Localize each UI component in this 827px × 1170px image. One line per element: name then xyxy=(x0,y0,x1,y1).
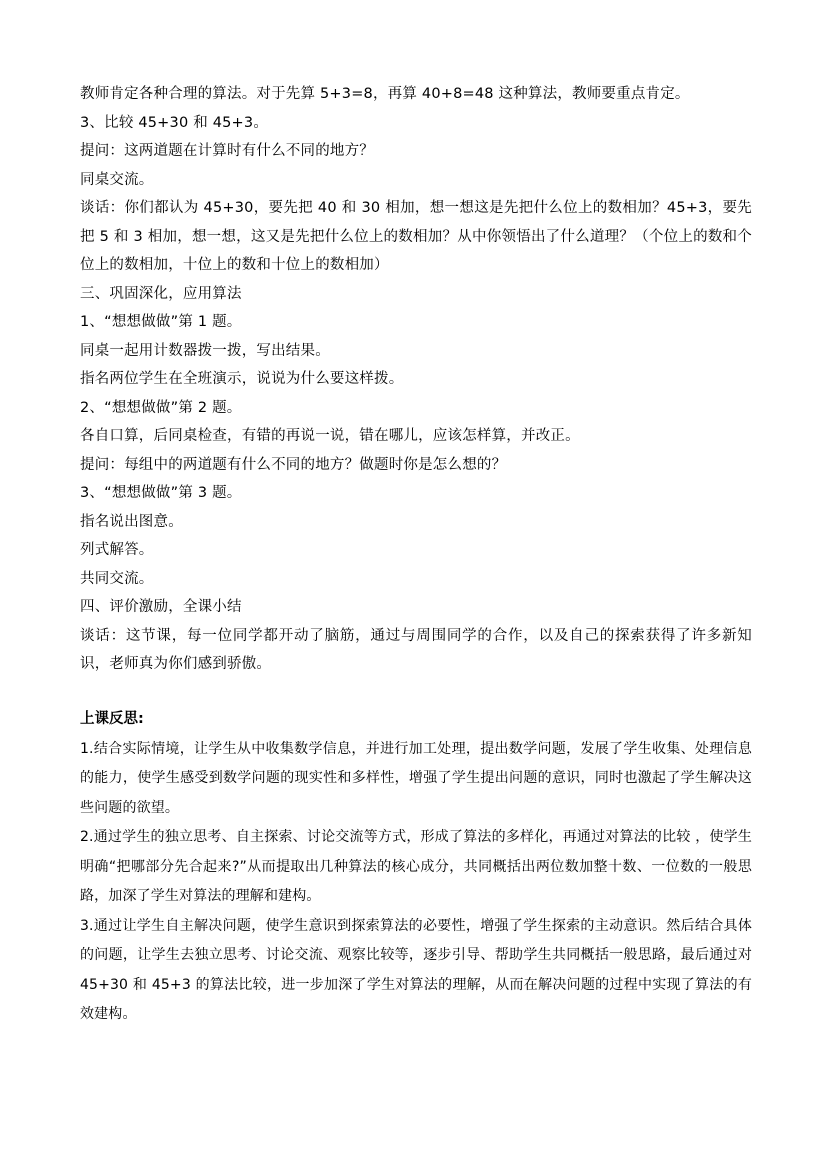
paragraph-mental-math: 各自口算，后同桌检查，有错的再说一说，错在哪儿，应该怎样算，并改正。 xyxy=(80,428,580,444)
paragraph-teacher-affirm: 教师肯定各种合理的算法。对于先算 5+3=8，再算 40+8=48 这种算法，教师要重点肯定。 xyxy=(80,86,690,102)
paragraph-desk-exchange-1: 同桌交流。 xyxy=(80,171,154,188)
spacer xyxy=(80,679,752,705)
paragraph-exercise-3: 3、“想想做做”第 3 题。 xyxy=(80,485,242,501)
paragraph-solve: 列式解答。 xyxy=(80,542,154,558)
reflection-item-3: 3.通过让学生自主解决问题，使学生意识到探索算法的必要性，增强了学生探索的主动意识。然后结合具体的问题，让学生去独立思考、讨论交流、观察比较等，逐步引导、帮助学生共同概括一般思路，最后通过对 45+30 和 45+3 的算法比较，进一步加深了学生对算法的理解，从而在解决问题的过程中实现了算法的有效建构。 xyxy=(80,917,752,1022)
paragraph-question-2: 提问：每组中的两道题有什么不同的地方？做题时你是怎么想的？ xyxy=(80,456,507,473)
paragraph-picture-meaning: 指名说出图意。 xyxy=(80,513,183,530)
reflection-item-1: 1.结合实际情境，让学生从中收集数学信息，并进行加工处理，提出数学问题，发展了学生收集、处理信息的能力，使学生感受到数学问题的现实性和多样性，增强了学生提出问题的意识，同时也激起了学生解决这些问题的欲望。 xyxy=(80,740,752,816)
paragraph-compare-heading: 3、比较 45+30 和 45+3。 xyxy=(80,114,269,131)
paragraph-demonstrate: 指名两位学生在全班演示，说说为什么要这样拨。 xyxy=(80,371,404,387)
reflection-item-2: 2.通过学生的独立思考、自主探索、讨论交流等方式，形成了算法的多样化，再通过对算法的比较 ，使学生明确“把哪部分先合起来?”从而提取出几种算法的核心成分，共同概括出两位数加整十数、一位数的一般思路，加深了学生对算法的理解和建构。 xyxy=(80,829,752,904)
paragraph-counter-practice: 同桌一起用计数器拨一拨，写出结果。 xyxy=(80,342,330,359)
paragraph-exercise-1: 1、“想想做做”第 1 题。 xyxy=(80,314,242,330)
reflection-heading: 上课反思: xyxy=(80,710,144,727)
paragraph-talk-2: 谈话：这节课，每一位同学都开动了脑筋，通过与周围同学的合作，以及自己的探索获得了许多新知识，老师真为你们感到骄傲。 xyxy=(80,627,752,672)
document-page xyxy=(80,80,752,1030)
paragraph-shared-exchange: 共同交流。 xyxy=(80,570,154,587)
section-heading-summary: 四、评价激励，全课小结 xyxy=(80,599,242,615)
paragraph-exercise-2: 2、“想想做做”第 2 题。 xyxy=(80,399,242,416)
paragraph-question-1: 提问：这两道题在计算时有什么不同的地方？ xyxy=(80,143,374,159)
paragraph-talk-1: 谈话：你们都认为 45+30，要先把 40 和 30 相加，想一想这是先把什么位上的数相加？45+3，要先把 5 和 3 相加，想一想，这又是先把什么位上的数相加？从中你领悟出了什么道理？（个位上的数和个位上的数相加，十位上的数和十位上的数相加） xyxy=(80,200,752,273)
section-heading-consolidate: 三、巩固深化，应用算法 xyxy=(80,285,242,302)
